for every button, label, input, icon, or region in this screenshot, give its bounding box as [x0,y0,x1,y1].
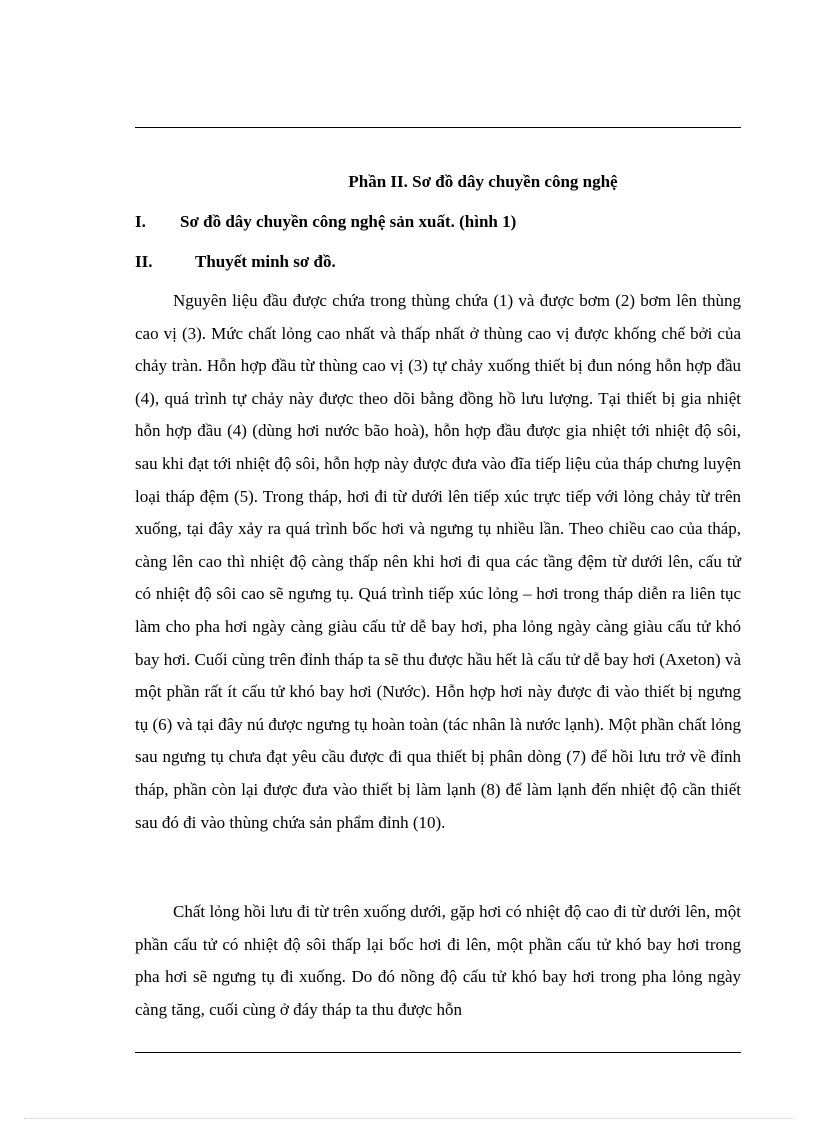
page-edge-divider [24,1118,794,1119]
section-number-1: I. [135,212,146,231]
body-paragraph-1: Nguyên liệu đầu được chứa trong thùng chứa (1) và được bơm (2) bơm lên thùng cao vị (3). Mức chất lỏng cao nhất và thấp nhất ở thùng cao vị được khống chế bởi của chảy tràn. Hỗn hợp đầu từ thùng cao vị (3) tự chảy xuống thiết bị đun nóng hỗn hợp đầu (4), quá trình tự chảy này được theo dõi bằng đồng hồ lưu lượng. Tại thiết bị gia nhiệt hỗn hợp đầu (4) (dùng hơi nước bão hoà), hỗn hợp đầu được gia nhiệt tới nhiệt độ sôi, sau khi đạt tới nhiệt độ sôi, hỗn hợp này được đưa vào đĩa tiếp liệu của tháp chưng luyện loại tháp đệm (5). Trong tháp, hơi đi từ dưới lên tiếp xúc trực tiếp với lỏng chảy từ trên xuống, tại đây xảy ra quá trình bốc hơi và ngưng tụ nhiều lần. Theo chiều cao của tháp, càng lên cao thì nhiệt độ càng thấp nên khi hơi đi qua các tầng đệm từ dưới lên, cấu tử có nhiệt độ sôi cao sẽ ngưng tụ. Quá trình tiếp xúc lỏng – hơi trong tháp diễn ra liên tục làm cho pha hơi ngày càng giàu cấu tử dễ bay hơi, pha lỏng ngày càng giàu cấu tử khó bay hơi. Cuối cùng trên đỉnh tháp ta sẽ thu được hầu hết là cấu tử dễ bay hơi (Axeton) và một phần rất ít cấu tử khó bay hơi (Nước). Hỗn hợp hơi này được đi vào thiết bị ngưng tụ (6) và tại đây nú được ngưng tụ hoàn toàn (tác nhân là nước lạnh). Một phần chất lỏng sau ngưng tụ chưa đạt yêu cầu được đi qua thiết bị phân dòng (7) để hồi lưu trở về đỉnh tháp, phần còn lại được đưa vào thiết bị làm lạnh (8) để làm lạnh đến nhiệt độ cần thiết sau đó đi vào thùng chứa sản phẩm đỉnh (10). [135,291,741,832]
body-paragraph-2-block [135,896,741,1026]
body-paragraph-1-block [135,285,741,839]
footer-rule [135,1052,741,1053]
section-heading-2 [135,252,336,272]
body-paragraph-2: Chất lỏng hồi lưu đi từ trên xuống dưới, gặp hơi có nhiệt độ cao đi từ dưới lên, một phần cấu tử có nhiệt độ sôi thấp lại bốc hơi đi lên, một phần cấu tử khó bay hơi trong pha hơi sẽ ngưng tụ đi xuống. Do đó nồng độ cấu tử khó bay hơi trong pha lỏng ngày càng tăng, cuối cùng ở đáy tháp ta thu được hỗn [135,902,741,1019]
part-title: Phần II. Sơ đồ dây chuyền công nghệ [348,172,618,191]
section-title-2: Thuyết minh sơ đồ. [195,252,336,271]
header-rule [135,127,741,128]
section-heading-1 [135,212,516,232]
section-number-2: II. [135,252,153,271]
section-title-1: Sơ đồ dây chuyền công nghệ sản xuất. (hình 1) [180,212,517,231]
